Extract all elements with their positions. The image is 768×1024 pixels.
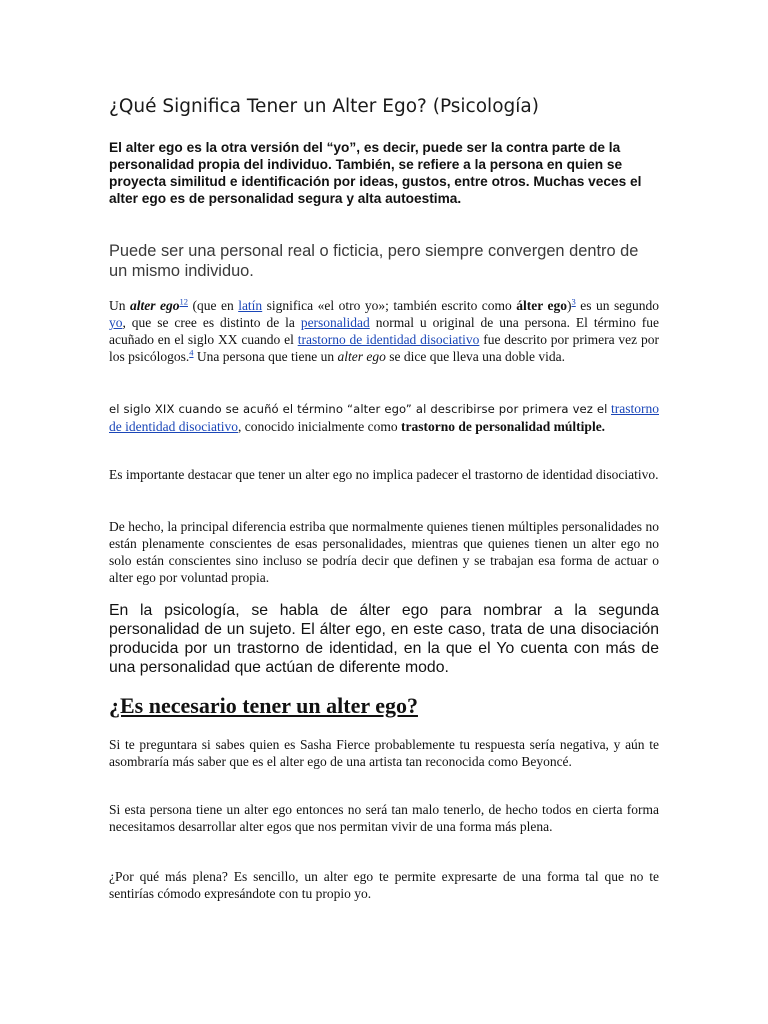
- paragraph-por-que: ¿Por qué más plena? Es sencillo, un alter ego te permite expresarte de una forma tal que no te sentirías cómodo expresándote con tu propio yo.: [109, 869, 659, 901]
- paragraph-plena: Si esta persona tiene un alter ego entonces no será tan malo tenerlo, de hecho todos en cierta forma necesitamos desarrollar alter egos que nos permitan vivir de una forma más plena.: [109, 802, 659, 834]
- reference-12[interactable]: [179, 297, 188, 307]
- text-span: el siglo XIX cuando se acuñó el término “alter ego” al describirse por primera vez el: [109, 402, 608, 416]
- text-span: , que se cree es distinto de la: [122, 315, 301, 330]
- text-span: normal u original de una persona. El término fue acuñado en el siglo XX cuando el: [109, 315, 660, 347]
- alter-ego-term: alter ego: [130, 298, 180, 313]
- text-span: (que en: [187, 298, 239, 313]
- section-heading: ¿Es necesario tener un alter ego?: [109, 693, 418, 718]
- lead-paragraph: El alter ego es la otra versión del “yo”, es decir, puede ser la contra parte de la personalidad propia del individuo. También, se refiere a la persona en quien se proyecta similitud e identificación por ideas, gustos, entre otros. Muchas veces el alter ego es de personalidad segura y alta autoestima.: [109, 140, 642, 206]
- link-latin[interactable]: latín: [238, 298, 263, 313]
- reference-link[interactable]: 12: [179, 296, 188, 307]
- link-yo[interactable]: yo: [109, 315, 123, 330]
- paragraph-psicologia: En la psicología, se habla de álter ego para nombrar a la segunda personalidad de un sujeto. El álter ego, en este caso, trata de una disociación producida por un trastorno de identidad, en la que el Yo cuenta con más de una personalidad que actúan de diferente modo.: [109, 602, 659, 676]
- text-span: Un: [109, 298, 130, 313]
- link-trastorno[interactable]: trastorno de identidad disociativo: [297, 332, 480, 347]
- paragraph-sasha: Si te preguntara si sabes quien es Sasha Fierce probablemente tu respuesta sería negativa, y aún te asombraría más saber que es el alter ego de una artista tan reconocida como Beyoncé.: [109, 737, 659, 769]
- page-title: ¿Qué Significa Tener un Alter Ego? (Psicología): [109, 96, 539, 117]
- text-span: ): [567, 298, 572, 313]
- definition-paragraph: [109, 297, 659, 365]
- alter-ego-italic: alter ego: [337, 349, 386, 364]
- paragraph-diferencia: De hecho, la principal diferencia estriba que normalmente quienes tienen múltiples personalidades no están plenamente conscientes de esas personalidades, mientras que quienes tienen un alter ego no solo están conscientes sino incluso se podría decir que definen y se trabajan esa forma de actuar o alter ego por voluntad propia.: [109, 519, 659, 585]
- text-span: Una persona que tiene un: [193, 349, 338, 364]
- reference-link[interactable]: 4: [189, 347, 194, 358]
- paragraph-importante: Es importante destacar que tener un alter ego no implica padecer el trastorno de identidad disociativo.: [109, 467, 659, 482]
- history-paragraph: [109, 400, 659, 435]
- reference-link[interactable]: 3: [571, 296, 576, 307]
- text-span: es un segundo: [575, 298, 659, 313]
- text-span: se dice que lleva una doble vida.: [385, 349, 566, 364]
- text-span: , conocido inicialmente como: [237, 419, 402, 434]
- bold-term: trastorno de personalidad múltiple.: [401, 419, 606, 434]
- link-personalidad[interactable]: personalidad: [300, 315, 370, 330]
- text-span: significa «el otro yo»; también escrito como: [262, 298, 517, 313]
- alter-ego-bold: álter ego: [516, 298, 568, 313]
- link-trastorno-2[interactable]: trastorno de identidad disociativo: [109, 401, 659, 434]
- text-span: fue descrito por primera vez por los psicólogos.: [109, 332, 659, 364]
- intro-paragraph: Puede ser una personal real o ficticia, pero siempre convergen dentro de un mismo individuo.: [109, 242, 639, 280]
